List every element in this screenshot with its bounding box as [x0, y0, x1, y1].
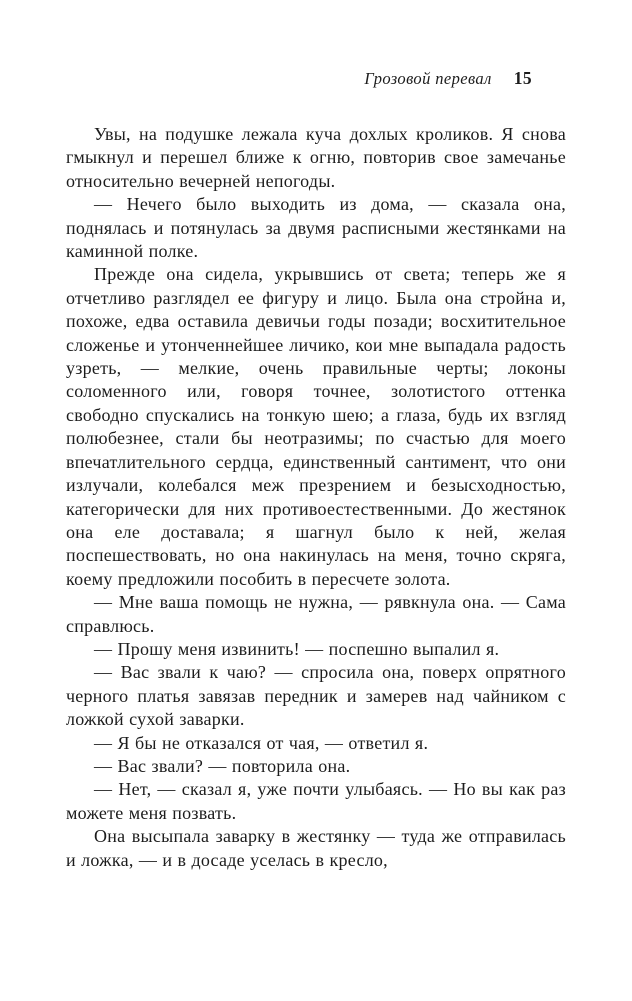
- running-title: Грозовой перевал: [364, 69, 492, 88]
- paragraph: Увы, на подушке лежала куча дохлых кроликов. Я снова гмыкнул и перешел ближе к огню, повторив свое замечанье относительно вечерней непогоды.: [66, 124, 566, 191]
- page-number: 15: [513, 68, 532, 88]
- paragraph: — Вас звали? — повторила она.: [94, 755, 351, 776]
- paragraph: — Я бы не отказался от чая, — ответил я.: [94, 732, 429, 753]
- paragraph: — Вас звали к чаю? — спросила она, поверх опрятного черного платья завязав передник и замерев над чайником с ложкой сухой заварки.: [66, 662, 566, 730]
- paragraph: Она высыпала заварку в жестянку — туда же отправилась и ложка, — и в досаде уселась в кресло,: [66, 826, 566, 870]
- paragraph: — Нечего было выходить из дома, — сказала она, поднялась и потянулась за двумя расписными жестянками на каминной полке.: [66, 194, 566, 262]
- running-header: [66, 68, 566, 89]
- paragraph: — Прошу меня извинить! — поспешно выпалил я.: [94, 638, 500, 659]
- paragraph: — Мне ваша помощь не нужна, — рявкнула она. — Сама справлюсь.: [66, 592, 566, 636]
- paragraph: Прежде она сидела, укрывшись от света; теперь же я отчетливо разглядел ее фигуру и лицо. Была она стройна и, похоже, едва оставила девичьи годы позади; восхитительное сложенье и утонченнейшее личико, кои мне выпадала радость узреть, — мелкие, очень правильные черты; локоны соломенного или, говоря точнее, золотистого оттенка свободно спускались на тонкую шею; а глаза, будь их взгляд полюбезнее, стали бы неотразимы; по счастью для моего впечатлительного сердца, единственный сантимент, что они излучали, колебался меж презрением и безысходностью, категорически для них противоестественными. До жестянок она еле доставала; я шагнул было к ней, желая поспешествовать, но она накинулась на меня, точно скряга, коему предложили пособить в пересчете золота.: [66, 264, 566, 589]
- paragraph: — Нет, — сказал я, уже почти улыбаясь. — Но вы как раз можете меня позвать.: [66, 779, 566, 823]
- page-content: [66, 123, 566, 872]
